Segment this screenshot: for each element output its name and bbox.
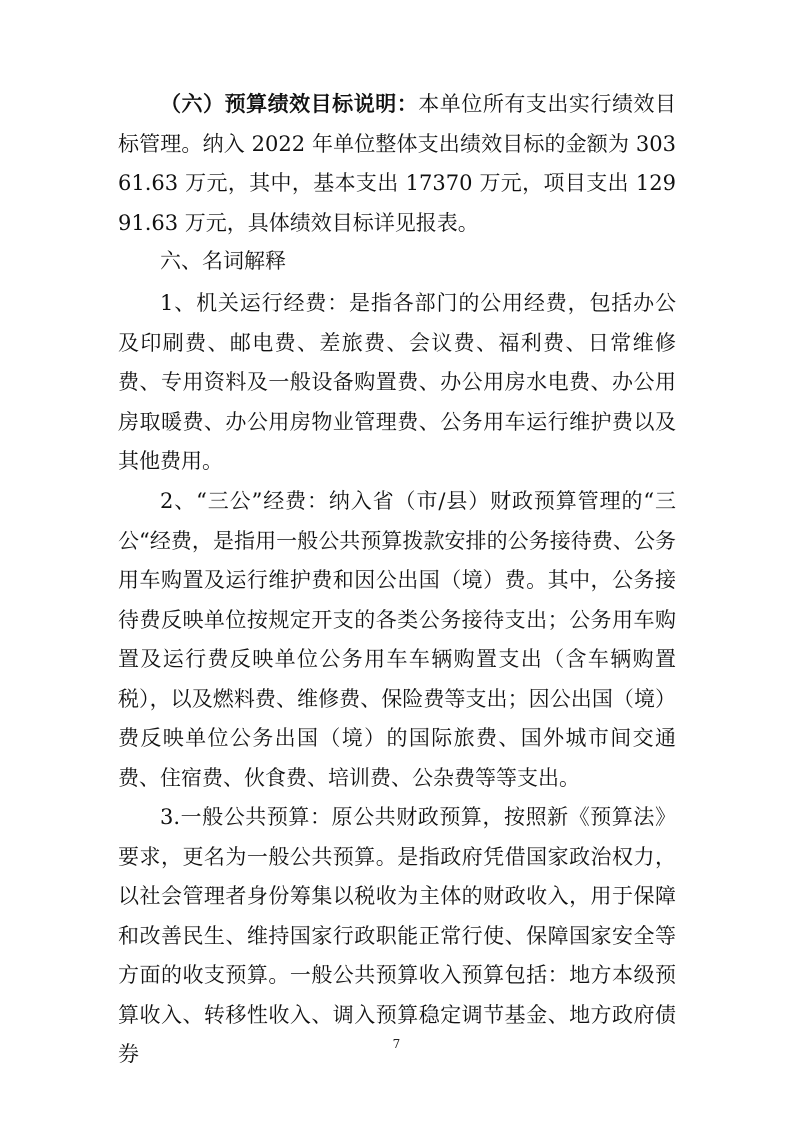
paragraph-general-public-budget: 3.一般公共预算：原公共财政预算，按照新《预算法》 要求，更名为一般公共预算。是指政府凭借国家政治权力， 以社会管理者身份筹集以税收为主体的财政收入，用于保障 和改善民生、维持国家行政职能正常行使、保障国家安全等 方面的收支预算。一般公共预算收入预算包括：地方本级预 算收入、转移性收入、调入预算稳定调节基金、地方政府债 券 bbox=[118, 805, 676, 1066]
paragraph-three-public-expenses: 2、“三公”经费：纳入省（市/县）财政预算管理的“三公“经费，是指用一般公共预算拨款安排的公务接待费、公务用车购置及运行维护费和因公出国（境）费。其中，公务接待费反映单位按规定开支的各类公务接待支出；公务用车购置及运行费反映单位公务用车车辆购置支出（含车辆购置税），以及燃料费、维修费、保险费等支出；因公出国（境）费反映单位公务出国（境）的国际旅费、国外城市间交通费、住宿费、伙食费、培训费、公杂费等等支出。 bbox=[118, 489, 676, 790]
paragraph-agency-operating-expenses: 1、机关运行经费：是指各部门的公用经费，包括办公及印刷费、邮电费、差旅费、会议费、福利费、日常维修费、专用资料及一般设备购置费、办公用房水电费、办公用房取暖费、办公用房物业管理费、公务用车运行维护费以及其他费用。 bbox=[118, 291, 676, 473]
paragraph-heading: （六）预算绩效目标说明： bbox=[160, 91, 419, 116]
page-number: 7 bbox=[392, 1037, 401, 1051]
section-heading-terms: 六、名词解释 bbox=[160, 249, 286, 273]
paragraph-budget-performance-goals bbox=[118, 84, 676, 243]
paragraph-text: 本单位所有支出实行绩效目标管理。纳入 2022 年单位整体支出绩效目标的金额为 30361.63 万元，其中，基本支出 17370 万元，项目支出 12991.63 万元，具体绩效目标详见报表。 bbox=[118, 92, 677, 235]
